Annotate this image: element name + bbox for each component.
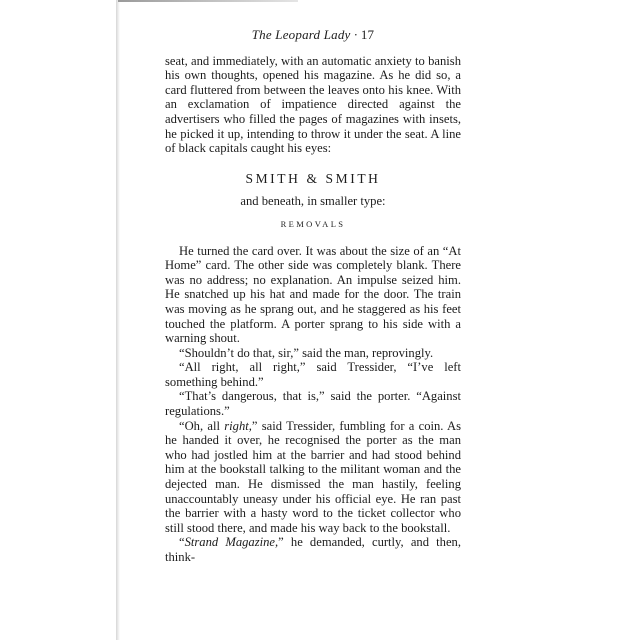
card-small-caps: REMOVALS bbox=[280, 218, 346, 229]
running-head-title: The Leopard Lady bbox=[251, 27, 351, 42]
paragraph bbox=[165, 535, 461, 564]
page-number: 17 bbox=[360, 27, 375, 42]
book-page bbox=[165, 28, 461, 565]
italic-text: right, bbox=[224, 418, 252, 433]
card-subline: and beneath, in smaller type: bbox=[240, 194, 386, 209]
text-run: “ bbox=[179, 535, 185, 550]
text-run: ” he demanded, curtly, and then, think- bbox=[165, 535, 461, 564]
page-gutter-edge bbox=[116, 0, 120, 640]
text-run: “Oh, all bbox=[179, 418, 225, 433]
paragraph: “That’s dangerous, that is,” said the porter. “Against regulations.” bbox=[165, 389, 461, 419]
text-run: ” said Tressider, fumbling for a coin. As he handed it over, he recognised the porter as the man who had jostled him at the barrier and had stood behind him at the bookstall talking to the militant woman and the dejected man. He dismissed the man hastily, feeling unaccountably uneasy under his official eye. He ran past the barrier with a hasty word to the ticket collector who still stood there, and made his way back to the bookstall. bbox=[165, 418, 462, 535]
running-head-separator: · bbox=[350, 27, 361, 42]
page-top-shadow bbox=[118, 0, 298, 2]
paragraph: “Shouldn’t do that, sir,” said the man, reprovingly. bbox=[179, 345, 434, 360]
paragraph-continuation: seat, and immediately, with an automatic anxiety to banish his own thoughts, opened his magazine. As he did so, a card fluttered from between the leaves onto his knee. With an exclamation of impatience directed against the advertisers who filled the pages of magazines with insets, he picked it up, intending to throw it under the seat. A line of black capitals caught his eyes: bbox=[165, 53, 461, 156]
italic-text: Strand Magazine, bbox=[184, 535, 279, 550]
paragraph: “All right, all right,” said Tressider, “I’ve left something behind.” bbox=[165, 360, 461, 389]
card-heading: SMITH & SMITH bbox=[245, 170, 381, 186]
running-head bbox=[165, 28, 461, 43]
paragraph bbox=[165, 419, 461, 536]
paragraph: He turned the card over. It was about the size of an “At Home” card. The other side was completely blank. There was no address; no explanation. An impulse seized him. He snatched up his hat and made for the door. The train was moving as he sprang out, and he staggered as his feet touched the platform. A porter sprang to his side with a warning shout. bbox=[165, 243, 461, 346]
